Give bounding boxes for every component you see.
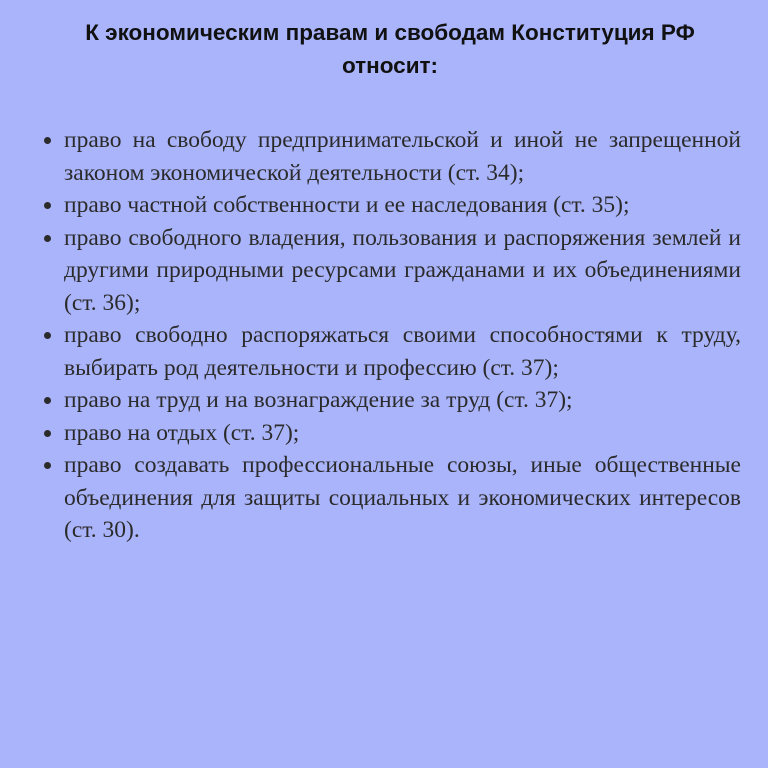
bullet-icon	[44, 397, 51, 404]
bullet-icon	[44, 332, 51, 339]
page-title: К экономическим правам и свободам Конституция РФ относит:	[85, 20, 695, 78]
list-item	[64, 319, 741, 384]
bullet-icon	[44, 430, 51, 437]
bullet-icon	[44, 137, 51, 144]
list-item	[64, 124, 741, 189]
list-item	[64, 417, 741, 450]
list-item-text: право на отдых (ст. 37);	[64, 419, 300, 446]
bullet-icon	[44, 462, 51, 469]
list-item	[64, 189, 741, 222]
list-item-text: право на свободу предпринимательской и иной не запрещенной законом экономической деятельности (ст. 34);	[64, 127, 741, 186]
list-item	[64, 449, 741, 547]
bullet-icon	[44, 235, 51, 242]
list-item-text: право на труд и на вознаграждение за труд (ст. 37);	[64, 387, 573, 413]
list-item-text: право частной собственности и ее наследования (ст. 35);	[64, 192, 630, 218]
list-item-text: право создавать профессиональные союзы, иные общественные объединения для защиты социальных и экономических интересов (ст. 30).	[64, 452, 741, 543]
bullet-icon	[44, 202, 51, 209]
list-item-text: право свободного владения, пользования и распоряжения землей и другими природными ресурсами гражданами и их объединениями (ст. 36);	[64, 224, 741, 316]
list-item	[64, 222, 741, 320]
rights-list	[39, 124, 741, 547]
list-item-text: право свободно распоряжаться своими способностями к труду, выбирать род деятельности и профессию (ст. 37);	[64, 322, 741, 381]
list-item	[64, 384, 741, 417]
